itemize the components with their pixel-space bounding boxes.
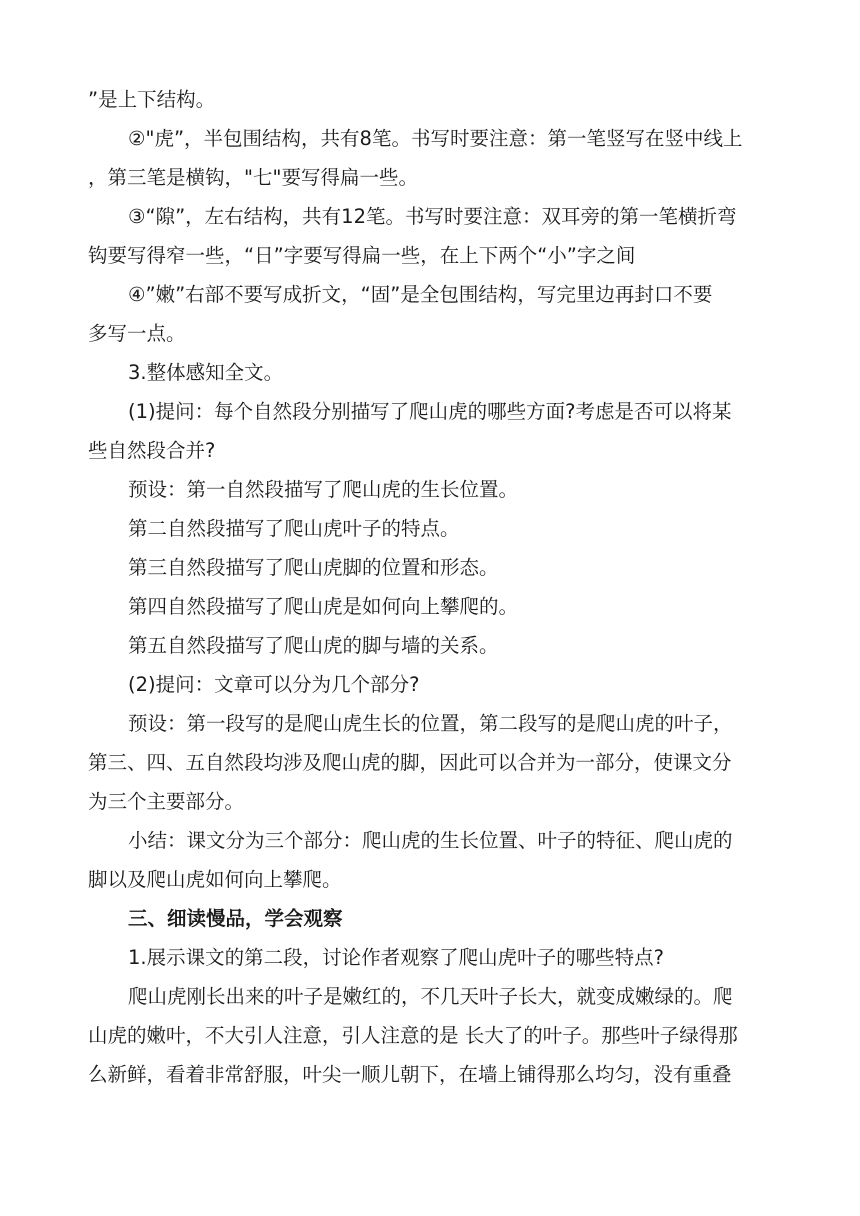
task-line: 1.展示课文的第二段，讨论作者观察了爬山虎叶子的哪些特点? [128,946,664,969]
answer-line: 第五自然段描写了爬山虎的脚与墙的关系。 [128,634,499,657]
text-line: 脚以及爬山虎如何向上攀爬。 [88,868,342,891]
text-line: ”是上下结构。 [88,88,216,111]
text-line: 山虎的嫩叶，不大引人注意，引人注意的是 长大了的叶子。那些叶子绿得那 [88,1024,738,1047]
answer-line: 第二自然段描写了爬山虎叶子的特点。 [128,517,460,540]
question-line: (1)提问：每个自然段分别描写了爬山虎的哪些方面?考虑是否可以将某 [128,400,732,423]
answer-line: 预设：第一自然段描写了爬山虎的生长位置。 [128,478,519,501]
text-line: ②"虎”，半包围结构，共有8笔。书写时要注意：第一笔竖写在竖中线上 [128,127,743,150]
text-line: 多写一点。 [88,322,186,345]
summary-line: 小结：课文分为三个部分：爬山虎的生长位置、叶子的特征、爬山虎的 [128,829,733,852]
quote-line: 爬山虎刚长出来的叶子是嫩红的，不几天叶子长大，就变成嫩绿的。爬 [128,985,733,1008]
answer-line: 第三自然段描写了爬山虎脚的位置和形态。 [128,556,499,579]
question-line: (2)提问：文章可以分为几个部分? [128,673,420,696]
text-line: ，第三笔是横钩，"七"要写得扁一些。 [88,166,418,189]
text-line: 第三、四、五自然段均涉及爬山虎的脚，因此可以合并为一部分，使课文分 [88,751,732,774]
text-line: ④”嫩”右部不要写成折文，“固”是全包围结构，写完里边再封口不要 [128,283,713,306]
text-line: 为三个主要部分。 [88,790,245,813]
text-line: 么新鲜，看着非常舒服，叶尖一顺儿朝下，在墙上铺得那么均匀，没有重叠 [88,1063,732,1086]
text-line: 些自然段合并? [88,439,216,462]
text-line: ③“隙”，左右结构，共有12笔。书写时要注意：双耳旁的第一笔横折弯 [128,205,737,228]
document-body [88,80,778,1094]
answer-line: 预设：第一段写的是爬山虎生长的位置，第二段写的是爬山虎的叶子， [128,712,733,735]
text-line: 钩要写得窄一些，“日”字要写得扁一些，在上下两个“小”字之间 [88,244,636,267]
section-title: 三、细读慢品，学会观察 [128,907,343,930]
section-heading: 3.整体感知全文。 [128,361,284,384]
answer-line: 第四自然段描写了爬山虎是如何向上攀爬的。 [128,595,519,618]
